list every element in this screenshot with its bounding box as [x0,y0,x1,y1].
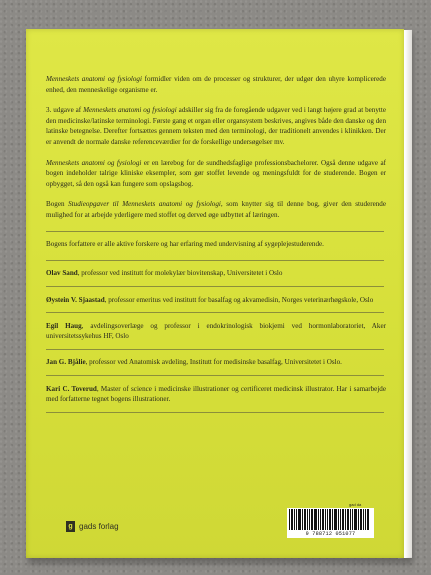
publisher-mark-icon: g [66,521,75,532]
barcode-bar [363,509,364,530]
barcode-bar [289,509,290,530]
barcode-bar [358,509,359,530]
divider [46,412,384,413]
barcode-bar [322,509,324,530]
title-italic: Menneskets anatomi og fysiologi [46,158,142,167]
blurb-text [46,74,386,420]
barcode-bar [367,509,369,530]
author-entry: Olav Sand, professor ved institutt for molekylær biovitenskap, Universitetet i Oslo [46,269,283,278]
barcode-bar [309,509,310,530]
barcode-bar [304,509,306,530]
divider [46,375,384,376]
title-italic: Menneskets anatomi og fysiologi [46,75,142,83]
barcode-bar [354,509,357,530]
barcode-bar [320,509,321,530]
title-italic: Studieopgaver til Menneskets anatomi og fysiologi [68,200,221,209]
divider [46,312,384,313]
barcode-bar [291,509,293,530]
authors-intro: Bogens forfattere er alle aktive forskere og har erfaring med undervisning af sygeplejestuderende. [46,240,324,249]
barcode-bar [307,509,308,530]
barcode-bar [350,509,351,530]
paragraph-1: Menneskets anatomi og fysiologi formidler viden om de processer og strukturer, der udgør den uhyre komplicerede enhed, den menneskelige organisme er. [46,75,386,94]
barcode-bar [345,509,346,530]
barcode-bar [340,509,341,530]
barcode-bar [338,509,339,530]
author-entry: Øystein V. Sjaastad, professor emeritus ved institutt for basalfag og akvamedisin, Norges veterinærhøgskole, Oslo [46,295,374,304]
barcode-bar [360,509,362,530]
paragraph-2: 3. udgave af Menneskets anatomi og fysiologi adskiller sig fra de foregående udgaver ved i langt højere grad at benytte den medicinske/latinske terminologi. Første gang et organ eller organsystem beskrives, angives både den danske og den latinske betegnelse. Derefter fortsættes gennem teksten med den terminologi, der traditionelt anvendes i klinikken. Der er anvendt de normale danske referenceværdier for de forskellige undersøgelser mv. [46,106,386,146]
barcode-bar [302,509,303,530]
author-entry: Kari C. Toverud, Master of science i medicinske illustrationer og certificeret medicinsk illustrator. Har i samarbejde med forfatterne tegnet bogens illustrationer. [46,384,386,404]
barcode-bar [296,509,297,530]
barcode-bar [332,509,333,530]
barcode-bar [294,509,295,530]
barcode-bar [347,509,349,530]
barcode-bar [329,509,331,530]
barcode-bar [327,509,328,530]
title-italic: Menneskets anatomi og fysiologi [83,106,177,115]
barcode-bar [352,509,353,530]
barcode-bar [325,509,326,530]
barcode-bar [365,509,366,530]
price-code: gad da [349,502,362,507]
barcode-number: 9 788712 051077 [305,531,356,537]
barcode-bar [314,509,317,530]
paragraph-3: Menneskets anatomi og fysiologi er en lærebog for de sundhedsfaglige professionsbachelorer. Også denne udgave af bogen indeholder talrige kliniske eksempler, som gør stoffet levende og meningsfuldt for de studerende. Bogen er opbygget, så den også kan fungere som opslagsbog. [46,158,386,188]
barcode-bars [289,509,372,530]
barcode-bar [334,509,337,530]
isbn-barcode [287,508,374,538]
author-entry: Egil Haug, avdelingsoverlæge og professor i endokrinologisk biokjemi ved hormonlaboratoriet, Aker universitetssykehus HF, Oslo [46,321,386,341]
divider [46,231,384,232]
barcode-bar [311,509,313,530]
barcode-bar [318,509,319,530]
divider [46,349,384,350]
author-entry: Jan G. Bjålie, professor ved Anatomisk avdeling, Institutt for medisinske basalfag, Universitetet i Oslo. [46,358,342,367]
barcode-bar [298,509,301,530]
publisher-logo [66,520,119,532]
divider [46,260,384,261]
barcode-bar [342,509,344,530]
paragraph-4: Bogen Studieopgaver til Menneskets anatomi og fysiologi, som knytter sig til denne bog, giver den studerende mulighed for at arbejde yderligere med stoffet og derved øge udbyttet af læringen. [46,200,386,219]
publisher-name: gads forlag [79,521,119,531]
divider [46,286,384,287]
